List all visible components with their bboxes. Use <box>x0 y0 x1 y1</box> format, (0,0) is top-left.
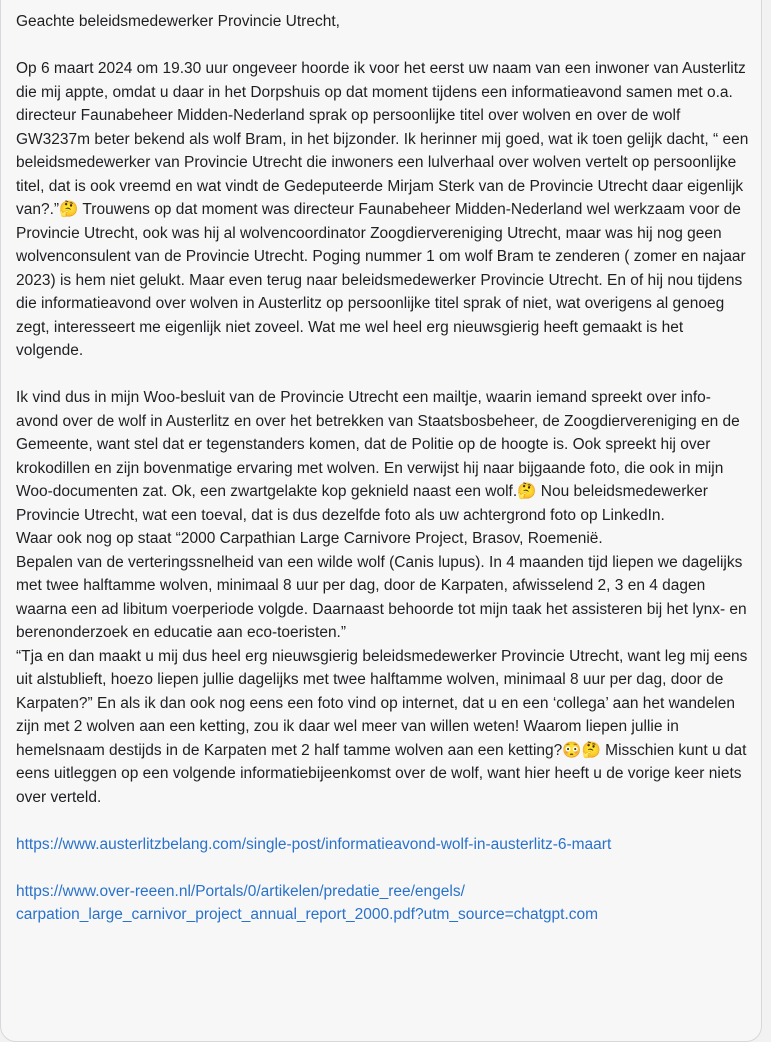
paragraph-2: Ik vind dus in mijn Woo-besluit van de Provincie Utrecht een mailtje, waarin iemand spreekt over info-avond over de wolf in Austerlitz en over het betrekken van Staatsbosbeheer, de Zoogdiervereniging en de Gemeente, want stel dat er tegenstanders komen, dat de Politie op de hoogte is. Ook spreekt hij over krokodillen en zijn bovenmatige ervaring met wolven. En verwijst hij naar bijgaande foto, die ook in mijn Woo-documenten zat. Ok, een zwartgelakte kop geknield naast een wolf.🤔 Nou beleidsmedewerker Provincie Utrecht, wat een toeval, dat is dus dezelfde foto als uw achtergrond foto op LinkedIn. <box>16 389 740 524</box>
link-line-2: carpation_large_carnivor_project_annual_report_2000.pdf?utm_source=chatgpt.com <box>16 906 599 923</box>
paragraph-gap <box>16 856 752 880</box>
over-reeen-report-link[interactable] <box>16 880 752 927</box>
link-line-1: https://www.over-reeen.nl/Portals/0/artikelen/predatie_ree/engels/ <box>16 882 465 900</box>
paragraph-1: Op 6 maart 2024 om 19.30 uur ongeveer hoorde ik voor het eerst uw naam van een inwoner van Austerlitz die mij appte, omdat u daar in het Dorpshuis op dat moment tijdens een informatieavond samen met o.a. directeur Faunabeheer Midden-Nederland sprak op persoonlijke titel over wolven en over de wolf GW3237m beter bekend als wolf Bram, in het bijzonder. Ik herinner mij goed, wat ik toen gelijk dacht, “ een beleidsmedewerker van Provincie Utrecht die inwoners een lulverhaal over wolven vertelt op persoonlijke titel, dat is ook vreemd en wat vindt de Gedeputeerde Mirjam Sterk van de Provincie Utrecht daar eigenlijk van?.”🤔 Trouwens op dat moment was directeur Faunabeheer Midden-Nederland wel werkzaam voor de Provincie Utrecht, ook was hij al wolvencoordinator Zoogdiervereniging Utrecht, maar was hij nog geen wolvenconsulent van de Provincie Utrecht. Poging nummer 1 om wolf Bram te zenderen ( zomer en najaar 2023) is hem niet gelukt. Maar even terug naar beleidsmedewerker Provincie Utrecht. En of hij nou tijdens die informatieavond over wolven in Austerlitz op persoonlijke titel sprak of niet, wat overigens al genoeg zegt, interesseert me eigenlijk niet zoveel. Wat me wel heel erg nieuwsgierig heeft gemaakt is het volgende. <box>16 60 749 359</box>
message-body <box>16 10 752 927</box>
scrollbar[interactable] <box>762 0 769 1024</box>
paragraph-3: Waar ook nog op staat “2000 Carpathian Large Carnivore Project, Brasov, Roemenië. <box>16 530 603 547</box>
salutation: Geachte beleidsmedewerker Provincie Utrecht, <box>16 13 340 30</box>
paragraph-gap <box>16 34 752 58</box>
paragraph-5: “Tja en dan maakt u mij dus heel erg nieuwsgierig beleidsmedewerker Provincie Utrecht, want leg mij eens uit alstublieft, hoezo liepen jullie dagelijks met twee halftamme wolven, minimaal 8 uur per dag, door de Karpaten?” En als ik dan ook nog eens een foto vind op internet, dat u en een ‘collega’ aan het wandelen zijn met 2 wolven aan een ketting, zou ik daar wel meer van willen weten! Waarom liepen jullie in hemelsnaam destijds in de Karpaten met 2 half tamme wolven aan een ketting?😳🤔 Misschien kunt u dat eens uitleggen op een volgende informatiebijeenkomst over de wolf, want hier heeft u de vorige keer niets over verteld. <box>16 647 748 806</box>
paragraph-gap <box>16 363 752 387</box>
paragraph-gap <box>16 809 752 833</box>
austerlitz-belang-link[interactable]: https://www.austerlitzbelang.com/single-post/informatieavond-wolf-in-austerlitz-6-maart <box>16 835 612 853</box>
paragraph-4: Bepalen van de verteringssnelheid van een wilde wolf (Canis lupus). In 4 maanden tijd liepen we dagelijks met twee halftamme wolven, minimaal 8 uur per dag, door de Karpaten, afwisselend 2, 3 en 4 dagen waarna een ad libitum voerperiode volgde. Daarnaast behoorde tot mijn taak het assisteren bij het lynx- en berenonderzoek en educatie aan eco-toeristen.” <box>16 553 747 641</box>
